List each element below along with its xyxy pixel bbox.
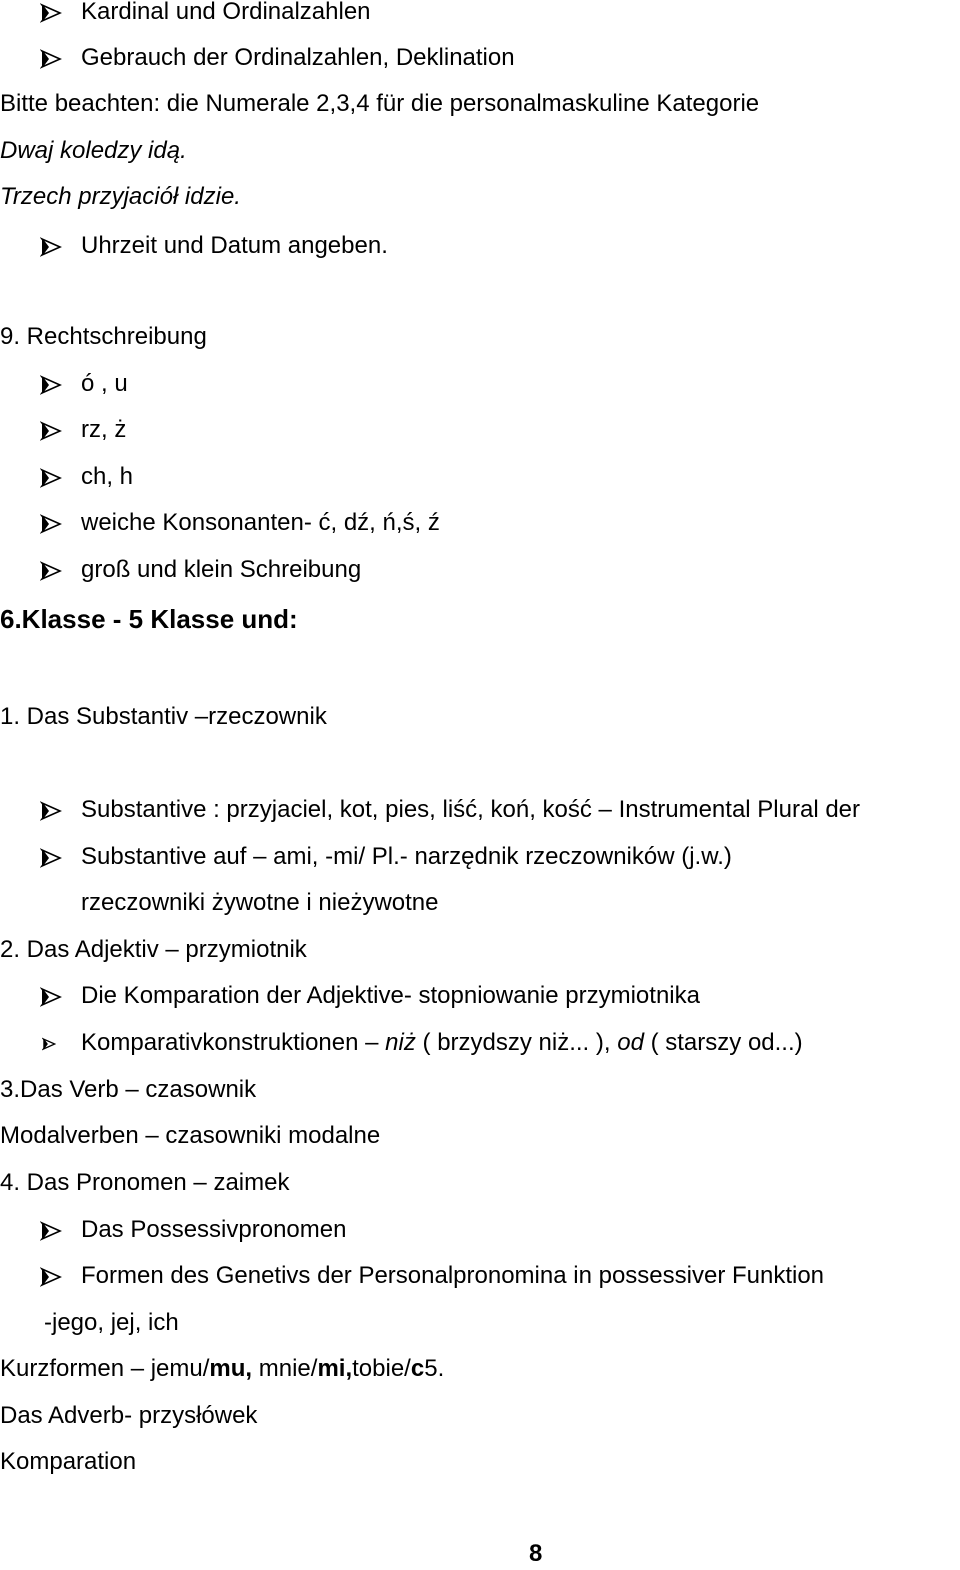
text-line: rzeczowniki żywotne i nieżywotne [81,889,439,916]
bullet-line: Kardinal und Ordinalzahlen [81,0,371,25]
text-run: mnie/ [252,1355,318,1382]
bullet-line: rz, ż [81,416,127,443]
bold-run: mi, [317,1355,353,1382]
arrowhead-bullet-icon [40,1266,62,1288]
class-heading: 6.Klasse - 5 Klasse und: [0,604,298,634]
text-run: ( brzydszy niż... ), [415,1029,618,1056]
italic-run: niż [385,1029,416,1056]
section-heading: 3.Das Verb – czasownik [0,1076,257,1103]
bullet-line: Das Possessivpronomen [81,1216,347,1243]
arrowhead-bullet-icon [40,467,62,489]
text-run: Kurzformen – jemu/ [0,1355,210,1382]
section-heading: Das Adverb- przysłówek [0,1402,258,1429]
bullet-line: Gebrauch der Ordinalzahlen, Deklination [81,44,515,71]
arrowhead-bullet-icon [40,847,62,869]
text-line: Komparation [0,1448,137,1475]
arrowhead-bullet-icon [40,2,62,24]
text-run: Komparativkonstruktionen – [81,1029,386,1056]
example-sentence: Dwaj koledzy idą. [0,137,187,164]
bullet-line: Die Komparation der Adjektive- stopniowanie przymiotnika [81,982,700,1009]
page-number: 8 [529,1540,543,1567]
text-line: -jego, jej, ich [44,1309,179,1336]
text-run: 5. [424,1355,445,1382]
bullet-line: ó , u [81,370,128,397]
example-sentence: Trzech przyjaciół idzie. [0,183,241,210]
arrowhead-bullet-icon [40,1220,62,1242]
bullet-line: groß und klein Schreibung [81,556,362,583]
italic-run: od [617,1029,644,1056]
arrowhead-bullet-icon [40,48,62,70]
bullet-line [81,1029,803,1057]
arrowhead-bullet-icon [40,986,62,1008]
bullet-line: Formen des Genetivs der Personalpronomina in possessiver Funktion [81,1262,825,1289]
arrowhead-bullet-icon [40,420,62,442]
bullet-line: weiche Konsonanten- ć, dź, ń,ś, ź [81,509,440,536]
text-run: ( starszy od...) [643,1029,803,1056]
section-heading: 4. Das Pronomen – zaimek [0,1169,290,1196]
arrowhead-bullet-icon [40,374,62,396]
bold-run: c [410,1355,425,1382]
text-line: Modalverben – czasowniki modalne [0,1122,381,1149]
bold-run: mu, [209,1355,253,1382]
bullet-line: Substantive auf – ami, -mi/ Pl.- narzędnik rzeczowników (j.w.) [81,843,732,870]
section-heading: 1. Das Substantiv –rzeczownik [0,703,327,730]
bullet-line: Uhrzeit und Datum angeben. [81,232,388,259]
arrowhead-bullet-icon [40,800,62,822]
arrowhead-bullet-icon [40,236,62,258]
section-heading: 2. Das Adjektiv – przymiotnik [0,936,307,963]
section-heading: 9. Rechtschreibung [0,323,207,350]
text-line [0,1355,444,1383]
text-line: Bitte beachten: die Numerale 2,3,4 für die personalmaskuline Kategorie [0,90,760,117]
bullet-line: ch, h [81,463,134,490]
arrowhead-bullet-icon [42,1037,56,1051]
arrowhead-bullet-icon [40,513,62,535]
text-run: tobie/ [352,1355,411,1382]
arrowhead-bullet-icon [40,560,62,582]
bullet-line: Substantive : przyjaciel, kot, pies, liść, koń, kość – Instrumental Plural der [81,796,861,823]
